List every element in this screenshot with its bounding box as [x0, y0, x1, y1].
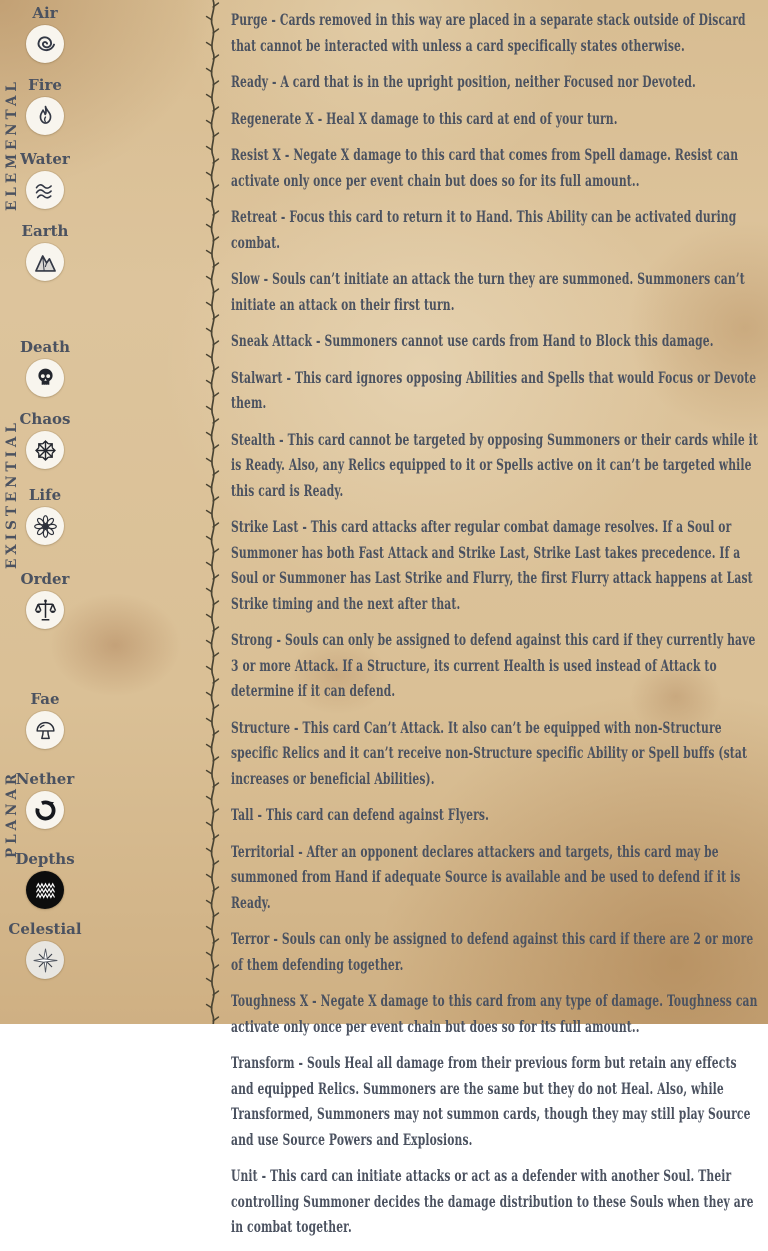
celestial-icon	[32, 947, 59, 974]
fae-icon-circle	[26, 711, 64, 749]
entry-definition: Souls can’t initiate an attack the turn they are summoned. Summoners can’t initiate an attack on their first turn.	[231, 269, 745, 314]
fae-icon	[32, 717, 59, 744]
air-icon-circle	[26, 25, 64, 63]
glossary-entry	[231, 69, 761, 95]
glossary-entry	[231, 204, 761, 255]
air-icon	[32, 31, 59, 58]
fire-icon-circle	[26, 97, 64, 135]
entry-term: Slow	[231, 269, 260, 288]
entry-separator: -	[259, 269, 273, 288]
entry-definition: Souls can only be assigned to defend against this card if there are 2 or more of them defending together.	[231, 929, 754, 974]
sidebar-item-nether	[6, 770, 84, 829]
sidebar-item-label: Earth	[21, 222, 69, 240]
earth-icon	[32, 249, 59, 276]
entry-term: Transform	[231, 1053, 295, 1072]
entry-term: Strong	[231, 630, 273, 649]
glossary-entry	[231, 1163, 761, 1240]
entry-definition: Negate X damage to this card that comes from Spell damage. Resist can activate only once per event chain but does so for its full amount..	[231, 145, 739, 190]
entry-term: Stalwart	[231, 367, 283, 387]
sidebar-item-order	[6, 570, 84, 629]
entry-separator: -	[312, 331, 325, 350]
sidebar-item-death	[6, 338, 84, 397]
entry-term: Strike Last	[231, 517, 299, 536]
entry-separator: -	[253, 805, 266, 824]
entry-separator: -	[267, 10, 280, 29]
earth-icon-circle	[26, 243, 64, 281]
sidebar-item-label: Air	[32, 4, 58, 22]
sidebar-item-label: Life	[28, 486, 62, 504]
sidebar-item-label: Celestial	[8, 920, 82, 938]
element-group-label-elemental: ELEMENTAL	[4, 78, 20, 212]
glossary-entry	[231, 926, 761, 977]
entry-separator: -	[294, 1053, 308, 1072]
water-icon	[32, 177, 59, 204]
glossary-entry	[231, 365, 761, 416]
glossary-entry	[231, 514, 761, 616]
entry-separator: -	[308, 991, 321, 1010]
entry-definition: Heal X damage to this card at end of your turn.	[326, 108, 618, 128]
sidebar-item-celestial	[6, 920, 84, 979]
entry-term: Tall	[231, 805, 254, 824]
element-group-label-existential: EXISTENTIAL	[4, 419, 20, 569]
entry-separator: -	[275, 429, 288, 449]
entry-definition: Souls Heal all damage from their previous form but retain any effects and equipped Relics. Summoners are the same but they do not Heal. Also, while Transformed, Summoners may not summon cards, though they may still play Source and use Source Powers and Explosions.	[231, 1053, 751, 1149]
sidebar-item-label: Fire	[28, 76, 62, 94]
sidebar-item-fire	[6, 76, 84, 135]
glossary-entry	[231, 802, 761, 828]
depths-icon	[32, 877, 59, 904]
entry-term: Resist X	[231, 145, 282, 164]
chaos-icon	[32, 437, 59, 464]
glossary-entry	[231, 266, 761, 317]
sidebar-item-label: Order	[20, 570, 70, 588]
entry-separator: -	[277, 207, 290, 226]
entry-separator: -	[272, 630, 285, 649]
entry-term: Ready	[231, 72, 269, 91]
nether-icon-circle	[26, 791, 64, 829]
sidebar-item-label: Nether	[15, 770, 75, 788]
water-icon-circle	[26, 171, 64, 209]
entry-definition: This card cannot be targeted by opposing Summoners or their cards while it is Ready. Also, any Relics equipped to it or Spells active on it can’t be targeted while this card is Ready.	[231, 429, 758, 500]
entry-definition: This card ignores opposing Abilities and Spells that would Focus or Devote them.	[231, 367, 757, 412]
sidebar-item-label: Chaos	[19, 410, 71, 428]
entry-definition: A card that is in the upright position, neither Focused nor Devoted.	[280, 72, 696, 91]
sidebar-item-depths	[6, 850, 84, 909]
entry-separator: -	[281, 145, 294, 164]
celestial-icon-circle	[26, 941, 64, 979]
depths-icon-circle	[26, 871, 64, 909]
entry-definition: This card Can’t Attack. It also can’t be equipped with non-Structure specific Relics and it can’t receive non-Structure specific Ability or Spell buffs (stat increases or beneficial Abilities).	[231, 717, 748, 788]
entry-definition: After an opponent declares attackers and targets, this card may be summoned from Hand if adequate Source is available and be used to defend if it is Ready.	[231, 841, 741, 912]
chaos-icon-circle	[26, 431, 64, 469]
sidebar-item-air	[6, 4, 84, 63]
order-icon	[32, 597, 59, 624]
sidebar-item-life	[6, 486, 84, 545]
entry-definition: Souls can only be assigned to defend against this card if they currently have 3 or more Attack. If a Structure, its current Health is used instead of Attack to determine if it can defend.	[231, 630, 756, 700]
sidebar-item-fae	[6, 690, 84, 749]
sidebar-item-label: Death	[19, 338, 71, 356]
glossary-entry	[231, 106, 761, 132]
sidebar-item-chaos	[6, 410, 84, 469]
glossary-list	[231, 7, 761, 1251]
entry-separator: -	[282, 367, 295, 387]
death-icon-circle	[26, 359, 64, 397]
life-icon	[32, 513, 59, 540]
sidebar-item-earth	[6, 222, 84, 281]
entry-separator: -	[313, 108, 327, 128]
fire-icon	[32, 103, 59, 130]
sidebar-item-label: Fae	[30, 690, 60, 708]
entry-definition: This card can defend against Flyers.	[265, 805, 489, 824]
entry-separator: -	[257, 1166, 271, 1185]
glossary-entry	[231, 627, 761, 704]
entry-term: Toughness X	[231, 991, 309, 1010]
entry-definition: Cards removed in this way are placed in a separate stack outside of Discard that cannot be interacted with unless a card specifically states otherwise.	[231, 10, 746, 55]
glossary-entry	[231, 1050, 761, 1152]
sidebar-item-water	[6, 150, 84, 209]
entry-term: Regenerate X	[231, 108, 314, 128]
entry-term: Territorial	[231, 841, 295, 861]
death-icon	[32, 365, 59, 392]
sidebar-item-label: Water	[20, 150, 70, 168]
entry-definition: This card attacks after regular combat damage resolves. If a Soul or Summoner has both Fast Attack and Strike Last, Strike Last takes precedence. If a Soul or Summoner has Last Strike and Flurry, the first Flurry attack happens at Last Strike timing and the next after that.	[231, 517, 753, 613]
entry-separator: -	[294, 841, 307, 861]
glossary-entry	[231, 839, 761, 916]
entry-definition: Focus this card to return it to Hand. This Ability can be activated during combat.	[231, 207, 737, 252]
glossary-entry	[231, 715, 761, 792]
nether-icon	[32, 797, 59, 824]
entry-separator: -	[298, 517, 311, 536]
entry-term: Purge	[231, 10, 268, 29]
entry-term: Structure	[231, 717, 291, 737]
entry-separator: -	[269, 929, 282, 948]
glossary-entry	[231, 142, 761, 193]
glossary-entry	[231, 7, 761, 58]
entry-term: Stealth	[231, 429, 276, 449]
entry-separator: -	[290, 717, 303, 737]
element-group-label-planar: PLANAR	[4, 769, 20, 859]
entry-separator: -	[268, 72, 281, 91]
entry-term: Retreat	[231, 207, 278, 226]
entry-term: Sneak Attack	[231, 331, 313, 350]
order-icon-circle	[26, 591, 64, 629]
vine-divider	[203, 0, 223, 1024]
entry-term: Terror	[231, 929, 270, 948]
entry-term: Unit	[231, 1166, 258, 1185]
entry-definition: Negate X damage to this card from any type of damage. Toughness can activate only once per event chain but does so for its full amount..	[231, 991, 758, 1036]
glossary-entry	[231, 988, 761, 1039]
life-icon-circle	[26, 507, 64, 545]
glossary-entry	[231, 427, 761, 504]
glossary-entry	[231, 328, 761, 354]
entry-definition: Summoners cannot use cards from Hand to Block this damage.	[324, 331, 714, 350]
sidebar-item-label: Depths	[15, 850, 75, 868]
entry-definition: This card can initiate attacks or act as a defender with another Soul. Their controlling Summoner decides the damage distribution to these Souls when they are in combat together.	[231, 1166, 754, 1236]
